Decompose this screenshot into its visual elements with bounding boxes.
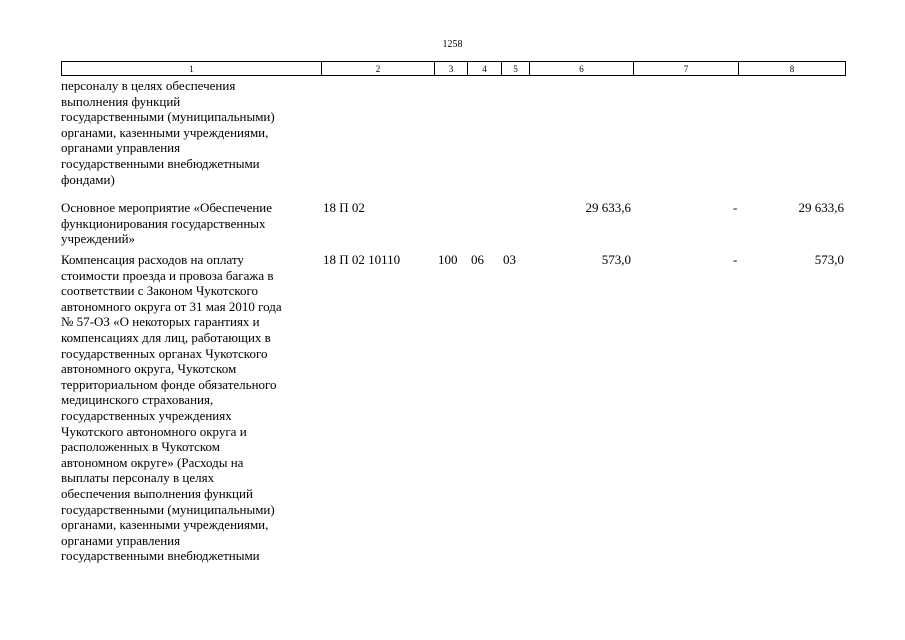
row-code: 18 П 02: [323, 200, 365, 215]
description-line: органами, казенными учреждениями,: [61, 124, 269, 140]
description-line: органами управления: [61, 532, 181, 548]
header-col-5: 5: [501, 61, 529, 76]
row-sum: 573,0: [601, 252, 631, 267]
row-code: 18 П 02 10110: [323, 252, 401, 267]
header-col-4: 4: [467, 61, 501, 76]
row-total: 29 633,6: [798, 200, 844, 215]
description-line: выполнения функций: [61, 93, 181, 109]
description-line: компенсациях для лиц, работающих в: [61, 329, 271, 345]
header-col-2: 2: [321, 61, 434, 76]
description-line: Основное мероприятие «Обеспечение: [61, 200, 273, 215]
header-col-8: 8: [738, 61, 846, 76]
description-line: автономного округа от 31 мая 2010 года: [61, 298, 282, 314]
row-pr: 03: [503, 252, 516, 267]
description-line: государственными (муниципальными): [61, 109, 275, 125]
page-number: 1258: [442, 39, 463, 50]
row-description: [61, 200, 323, 247]
description-line: фондами): [61, 171, 115, 187]
header-col-3: 3: [434, 61, 467, 76]
description-line: расположенных в Чукотском: [61, 439, 221, 455]
header-col-6: 6: [529, 61, 633, 76]
description-line: стоимости проезда и провоза багажа в: [61, 267, 274, 283]
description-line: № 57-ОЗ «О некоторых гарантиях и: [61, 314, 260, 330]
description-line: автономном округе» (Расходы на: [61, 454, 244, 470]
row-description: [61, 252, 323, 564]
description-line: учреждений»: [61, 231, 136, 247]
header-col-7: 7: [633, 61, 738, 76]
row-description: [61, 78, 323, 187]
description-line: автономного округа, Чукотском: [61, 361, 237, 377]
row-change: -: [733, 200, 738, 215]
description-line: персоналу в целях обеспечения: [61, 78, 236, 93]
description-line: соответствии с Законом Чукотского: [61, 283, 259, 299]
description-line: государственных органах Чукотского: [61, 345, 268, 361]
description-line: органами, казенными учреждениями,: [61, 517, 269, 533]
description-line: выплаты персоналу в целях: [61, 470, 215, 486]
description-line: территориальном фонде обязательного: [61, 376, 277, 392]
description-line: функционирования государственных: [61, 215, 266, 231]
header-col-1: 1: [61, 61, 321, 76]
description-line: органами управления: [61, 140, 181, 156]
description-line: Чукотского автономного округа и: [61, 423, 247, 439]
description-line: государственных учреждениях: [61, 407, 232, 423]
description-line: государственными внебюджетными: [61, 155, 260, 171]
row-sum: 29 633,6: [585, 200, 631, 215]
row-total: 573,0: [814, 252, 844, 267]
description-line: медицинского страхования,: [61, 392, 214, 408]
description-line: Компенсация расходов на оплату: [61, 252, 244, 267]
row-change: -: [733, 252, 738, 267]
row-rz: 06: [471, 252, 484, 267]
description-line: обеспечения выполнения функций: [61, 485, 253, 501]
description-line: государственными (муниципальными): [61, 501, 275, 517]
description-line: государственными внебюджетными: [61, 548, 260, 564]
row-vr: 100: [438, 252, 458, 267]
